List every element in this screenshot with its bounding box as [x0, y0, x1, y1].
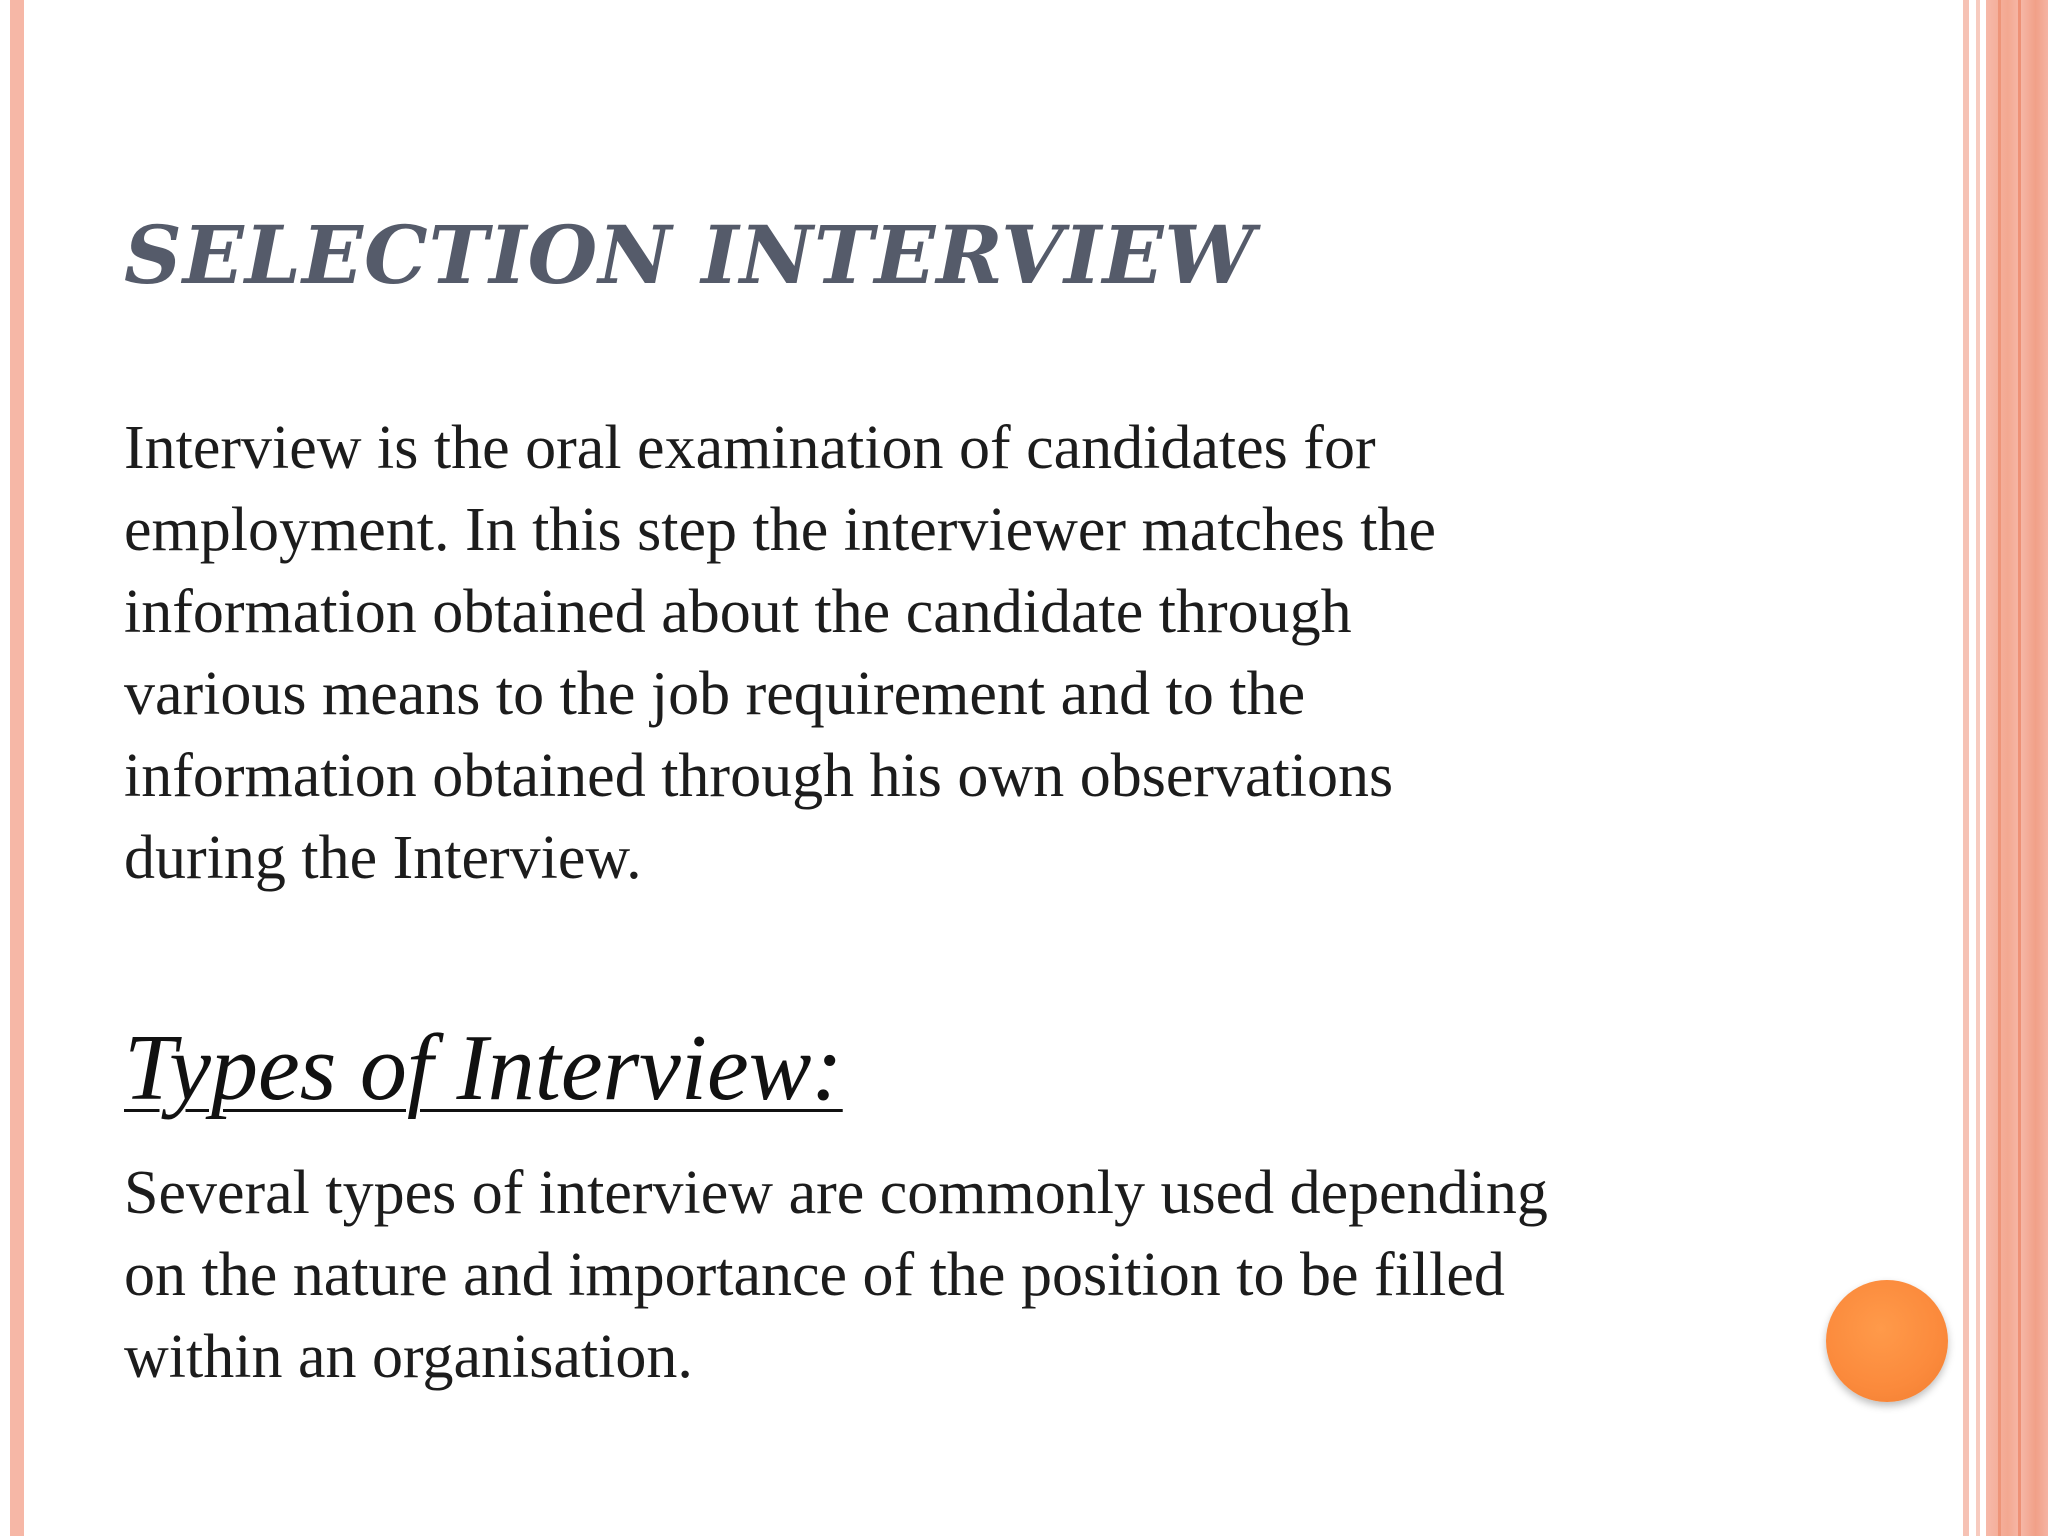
right-decorative-stripe — [1963, 0, 1969, 1536]
left-decorative-border — [10, 0, 24, 1536]
right-decorative-line — [2018, 0, 2021, 1536]
paragraph-line: information obtained through his own observations — [124, 742, 1394, 810]
interview-definition-paragraph — [124, 407, 1924, 899]
paragraph-line: information obtained about the candidate through — [124, 578, 1352, 646]
paragraph-line: Several types of interview are commonly used depending — [124, 1159, 1548, 1227]
paragraph-line: within an organisation. — [124, 1323, 693, 1391]
orange-circle-decoration — [1826, 1280, 1948, 1402]
right-decorative-band — [1986, 0, 2048, 1536]
paragraph-line: employment. In this step the interviewer matches the — [124, 496, 1436, 564]
paragraph-line: Interview is the oral examination of candidates for — [124, 414, 1376, 482]
right-decorative-stripe — [1976, 0, 1980, 1536]
paragraph-line: various means to the job requirement and to the — [124, 660, 1306, 728]
right-decorative-line — [1998, 0, 2001, 1536]
types-of-interview-heading: Types of Interview: — [124, 1016, 843, 1120]
paragraph-line: on the nature and importance of the position to be filled — [124, 1241, 1505, 1309]
types-description-paragraph — [124, 1152, 1924, 1398]
slide-title: SELECTION INTERVIEW — [124, 208, 1256, 302]
paragraph-line: during the Interview. — [124, 824, 642, 892]
